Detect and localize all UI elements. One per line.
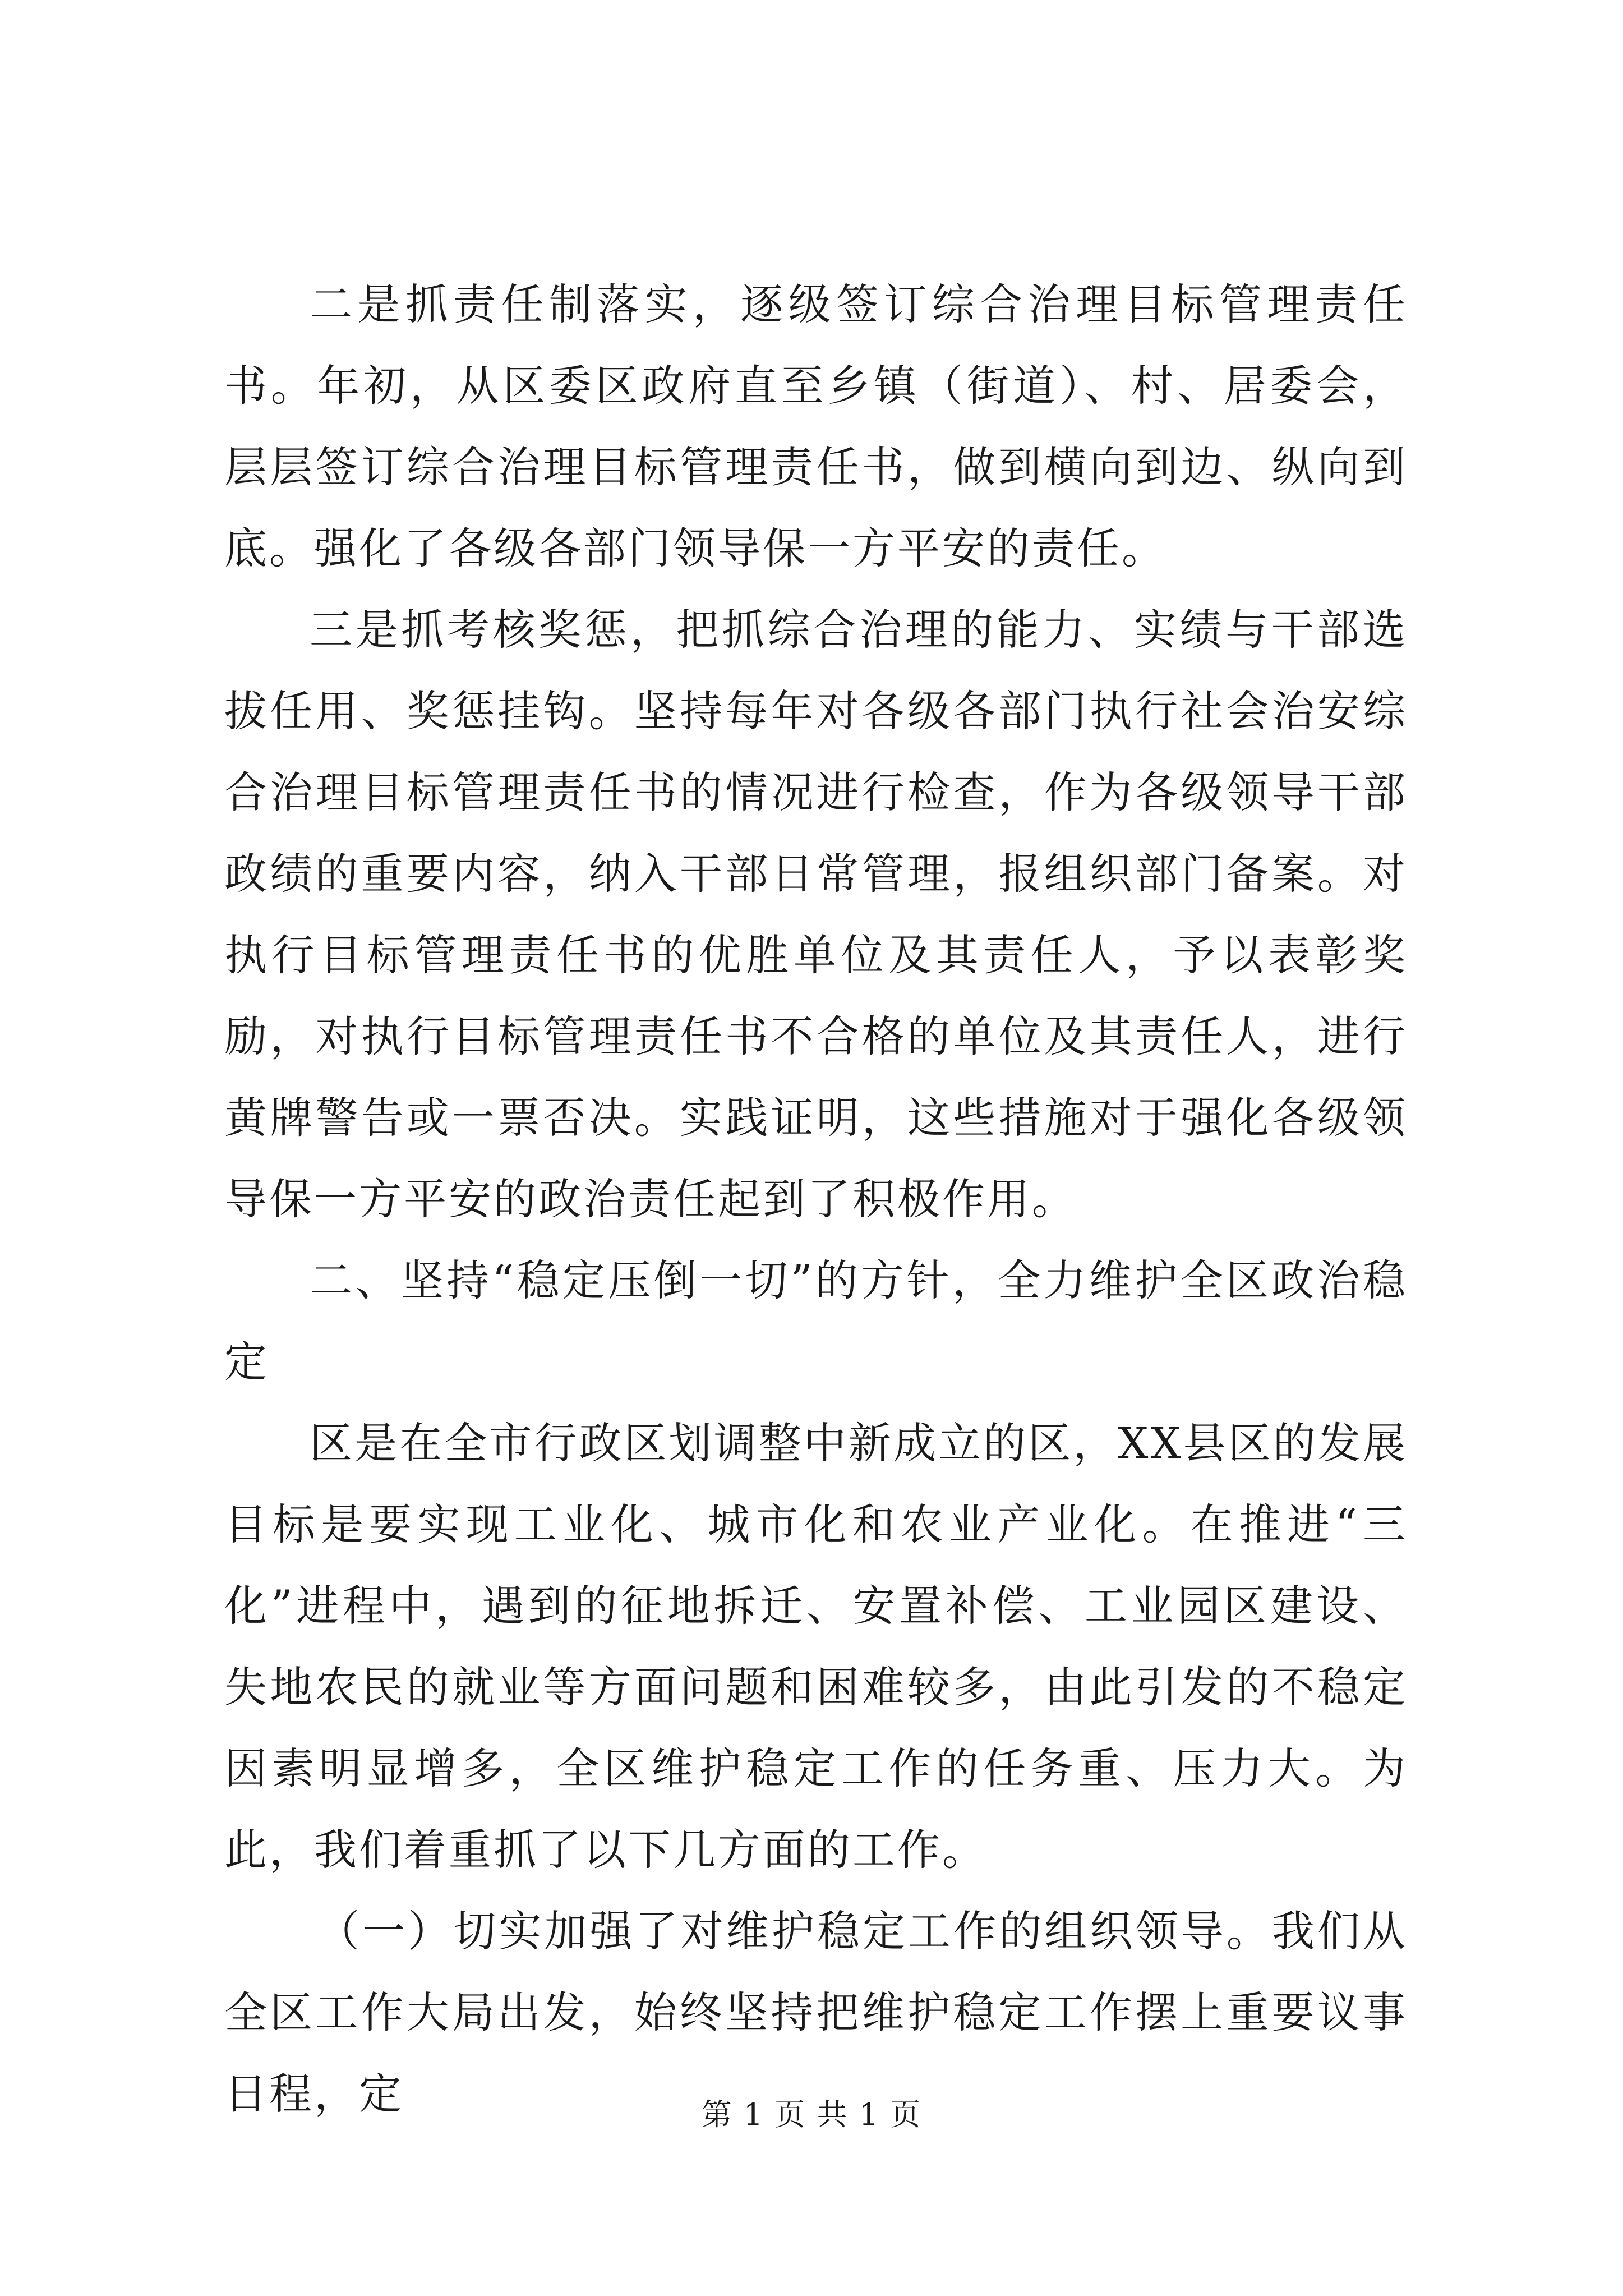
paragraph-organization-leadership: （一）切实加强了对维护稳定工作的组织领导。我们从全区工作大局出发，始终坚持把维护稳定工作摆上重要议事日程，定 xyxy=(224,1906,1408,2119)
paragraph-assessment: 三是抓考核奖惩，把抓综合治理的能力、实绩与干部选拔任用、奖惩挂钩。坚持每年对各级各部门执行社会治安综合治理目标管理责任书的情况进行检查，作为各级领导干部政绩的重要内容，纳入干部日常管理，报组织部门备案。对执行目标管理责任书的优胜单位及其责任人，予以表彰奖励，对执行目标管理责任书不合格的单位及其责任人，进行黄牌警告或一票否决。实践证明，这些措施对于强化各级领导保一方平安的政治责任起到了积极作用。 xyxy=(224,605,1408,1224)
paragraph-responsibility: 二是抓责任制落实，逐级签订综合治理目标管理责任书。年初，从区委区政府直至乡镇（街道）、村、居委会，层层签订综合治理目标管理责任书，做到横向到边、纵向到底。强化了各级各部门领导保一方平安的责任。 xyxy=(224,279,1408,573)
paragraph-district-background: 区是在全市行政区划调整中新成立的区，XX县区的发展目标是要实现工业化、城市化和农业产业化。在推进“三化”进程中，遇到的征地拆迁、安置补偿、工业园区建设、失地农民的就业等方面问题和困难较多，由此引发的不稳定因素明显增多，全区维护稳定工作的任务重、压力大。为此，我们着重抓了以下几方面的工作。 xyxy=(224,1418,1408,1875)
page-number-footer: 第 1 页 共 1 页 xyxy=(701,2097,922,2132)
section-heading-stability: 二、坚持“稳定压倒一切”的方针，全力维护全区政治稳定 xyxy=(224,1255,1408,1387)
document-body xyxy=(224,264,1408,2134)
